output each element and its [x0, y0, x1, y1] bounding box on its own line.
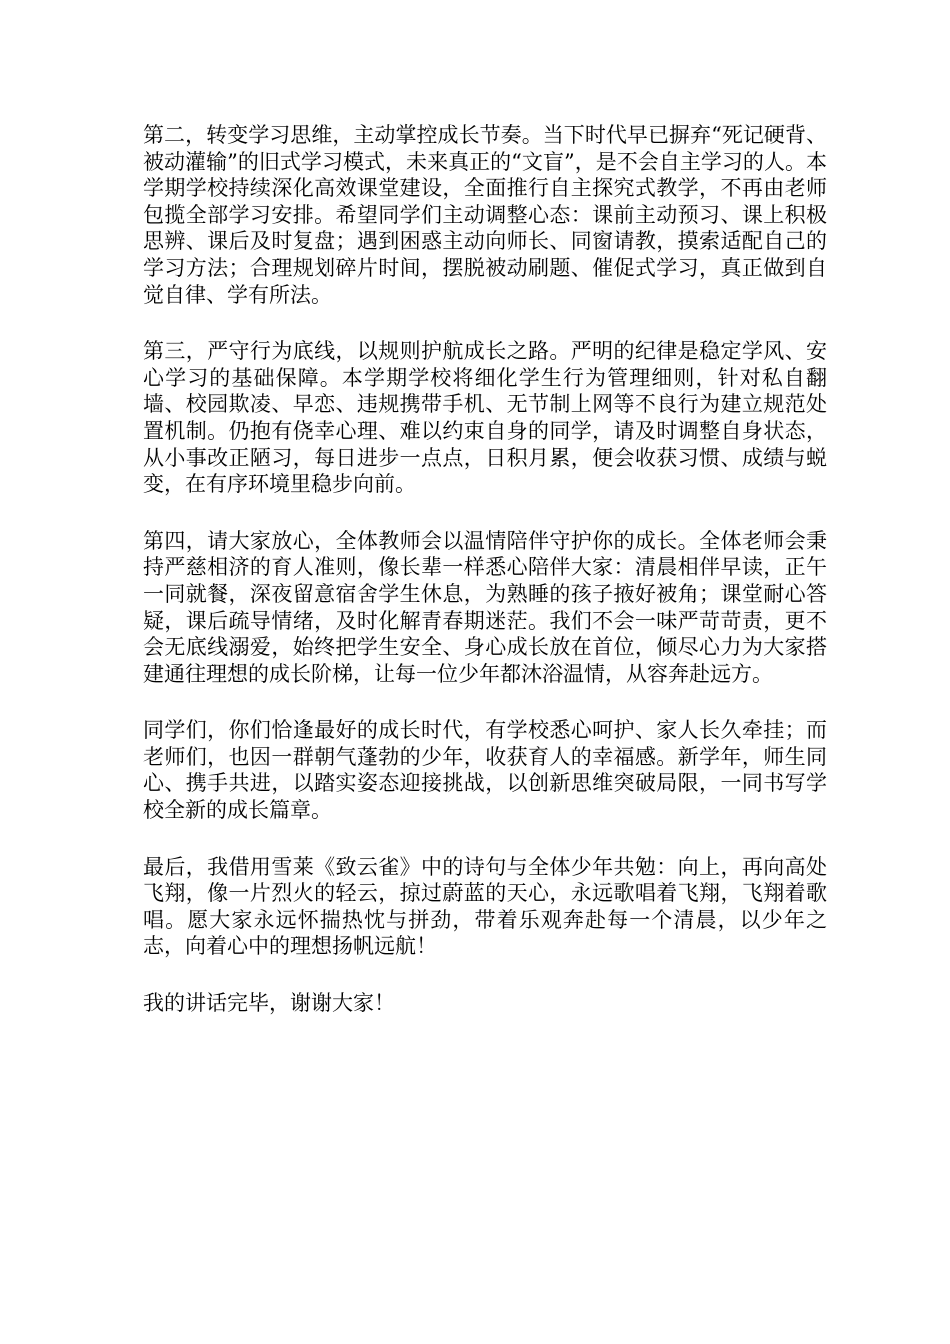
paragraph-3-discipline: 第三，严守行为底线，以规则护航成长之路。严明的纪律是稳定学风、安心学习的基础保障。本学期学校将细化学生行为管理细则，针对私自翻墙、校园欺凌、早恋、违规携带手机、无节制上网等不良行为建立规范处置机制。仍抱有侥幸心理、难以约束自身的同学，请及时调整自身状态，从小事改正陋习，每日进步一点点，日积月累，便会收获习惯、成绩与蜕变，在有序环境里稳步向前。 — [143, 339, 827, 497]
paragraph-4-teachers-care: 第四，请大家放心，全体教师会以温情陪伴守护你的成长。全体老师会秉持严慈相济的育人准则，像长辈一样悉心陪伴大家：清晨相伴早读，正午一同就餐，深夜留意宿舍学生休息，为熟睡的孩子掖好被角；课堂耐心答疑，课后疏导情绪，及时化解青春期迷茫。我们不会一味严苛苛责，更不会无底线溺爱，始终把学生安全、身心成长放在首位，倾尽心力为大家搭建通往理想的成长阶梯，让每一位少年都沐浴温情，从容奔赴远方。 — [143, 528, 827, 686]
paragraph-2-learning-mindset: 第二，转变学习思维，主动掌控成长节奏。当下时代早已摒弃“死记硬背、被动灌输”的旧式学习模式，未来真正的“文盲”，是不会自主学习的人。本学期学校持续深化高效课堂建设，全面推行自主探究式教学，不再由老师包揽全部学习安排。希望同学们主动调整心态：课前主动预习、课上积极思辨、课后及时复盘；遇到困惑主动向师长、同窗请教，摸索适配自己的学习方法；合理规划碎片时间，摆脱被动刷题、催促式学习，真正做到自觉自律、学有所法。 — [143, 123, 827, 307]
document-body — [143, 122, 827, 1047]
paragraph-thanks: 我的讲话完毕，谢谢大家！ — [143, 991, 395, 1016]
paragraph-students-address: 同学们，你们恰逢最好的成长时代，有学校悉心呵护、家人长久牵挂；而老师们，也因一群朝气蓬勃的少年，收获育人的幸福感。新学年，师生同心、携手共进，以踏实姿态迎接挑战，以创新思维突破局限，一同书写学校全新的成长篇章。 — [143, 718, 827, 823]
paragraph-closing-poem: 最后，我借用雪莱《致云雀》中的诗句与全体少年共勉：向上，再向高处飞翔，像一片烈火的轻云，掠过蔚蓝的天心，永远歌唱着飞翔，飞翔着歌唱。愿大家永远怀揣热忱与拼劲，带着乐观奔赴每一个清晨，以少年之志，向着心中的理想扬帆远航！ — [143, 854, 827, 959]
